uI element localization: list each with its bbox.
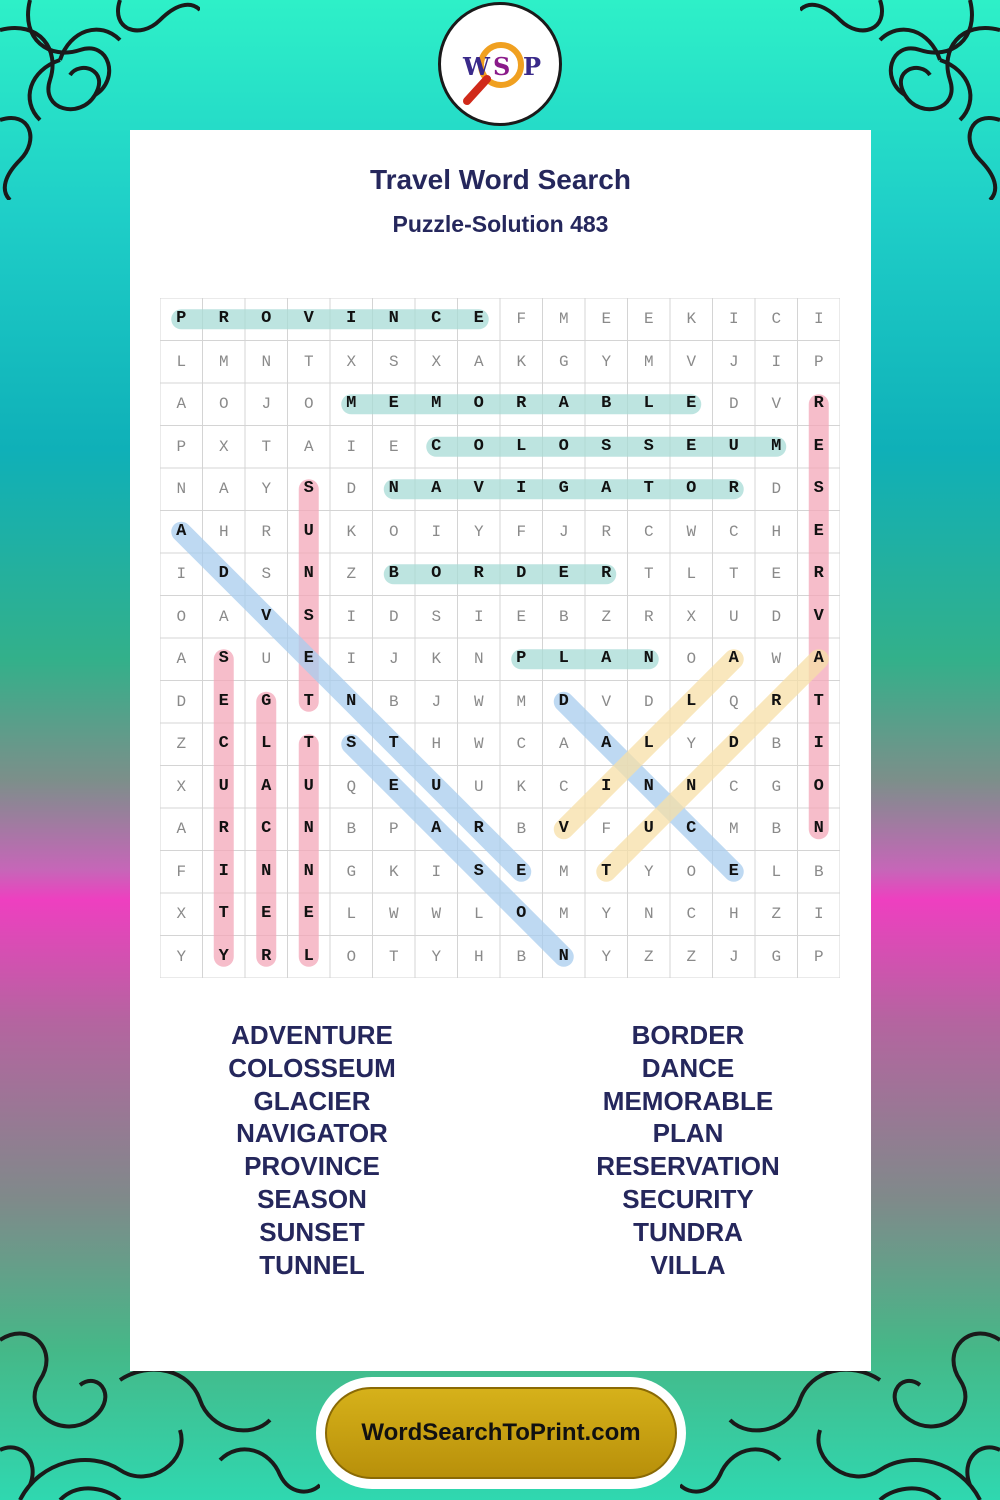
- word-list-item: TUNDRA: [633, 1216, 743, 1247]
- grid-cell[interactable]: H: [218, 522, 229, 541]
- grid-cell[interactable]: V: [686, 352, 697, 371]
- grid-cell[interactable]: I: [346, 437, 357, 456]
- word-list-item: SECURITY: [622, 1183, 754, 1214]
- grid-cell[interactable]: I: [346, 309, 357, 328]
- grid-cell[interactable]: I: [176, 565, 187, 583]
- grid-cell[interactable]: L: [303, 946, 314, 966]
- grid-cell[interactable]: G: [771, 947, 782, 966]
- word-list-item: TUNNEL: [259, 1249, 365, 1280]
- grid-cell[interactable]: H: [771, 522, 782, 541]
- grid-cell[interactable]: R: [516, 394, 527, 413]
- word-list-item: SEASON: [257, 1183, 367, 1214]
- grid-cell[interactable]: W: [473, 692, 484, 711]
- grid-cell[interactable]: W: [686, 522, 697, 541]
- grid-cell[interactable]: L: [473, 905, 484, 923]
- word-list-item: NAVIGATOR: [236, 1118, 388, 1149]
- grid-cell[interactable]: N: [813, 819, 824, 838]
- grid-cell[interactable]: Y: [473, 522, 484, 541]
- grid-cell[interactable]: F: [601, 820, 612, 838]
- grid-cell[interactable]: M: [218, 352, 229, 371]
- grid-cell[interactable]: A: [728, 649, 739, 668]
- grid-cell[interactable]: N: [643, 776, 654, 796]
- grid-cell[interactable]: N: [643, 649, 654, 668]
- grid-cell[interactable]: D: [728, 734, 739, 753]
- grid-cell[interactable]: D: [643, 692, 654, 711]
- grid-cell[interactable]: E: [728, 861, 739, 881]
- grid-cell[interactable]: W: [431, 905, 442, 923]
- grid-cell[interactable]: W: [771, 650, 782, 668]
- grid-cell[interactable]: B: [813, 862, 824, 881]
- grid-cell[interactable]: M: [771, 436, 782, 456]
- grid-cell[interactable]: B: [516, 947, 527, 966]
- grid-cell[interactable]: L: [516, 436, 527, 456]
- grid-cell[interactable]: D: [728, 395, 739, 413]
- grid-cell[interactable]: M: [643, 352, 654, 371]
- grid-cell[interactable]: V: [261, 606, 272, 626]
- grid-cell[interactable]: P: [813, 352, 824, 371]
- grid-cell[interactable]: O: [346, 947, 357, 966]
- word-list-item: MEMORABLE: [602, 1085, 774, 1116]
- grid-cell[interactable]: C: [261, 819, 272, 838]
- grid-cell[interactable]: Y: [176, 947, 187, 966]
- grid-cell[interactable]: A: [218, 480, 229, 498]
- grid-cell[interactable]: N: [261, 861, 272, 881]
- grid-cell[interactable]: Q: [728, 692, 739, 711]
- grid-cell[interactable]: P: [176, 309, 187, 328]
- grid-cell[interactable]: I: [473, 607, 484, 626]
- page-title: Travel Word Search: [370, 164, 631, 195]
- grid-cell[interactable]: B: [558, 607, 569, 626]
- grid-cell[interactable]: S: [813, 479, 824, 498]
- grid-cell[interactable]: O: [473, 394, 484, 413]
- page-subtitle: Puzzle-Solution 483: [392, 211, 609, 237]
- grid-cell[interactable]: E: [813, 436, 824, 456]
- grid-cell[interactable]: A: [601, 479, 612, 498]
- site-link-button[interactable]: [316, 1377, 686, 1489]
- grid-cell[interactable]: E: [771, 565, 782, 583]
- grid-cell[interactable]: O: [686, 862, 697, 881]
- grid-cell[interactable]: V: [771, 395, 782, 413]
- grid-cell[interactable]: Z: [771, 905, 782, 923]
- grid-cell[interactable]: O: [431, 564, 442, 583]
- grid-cell[interactable]: B: [601, 394, 612, 413]
- grid-cell[interactable]: C: [686, 905, 697, 923]
- grid-cell[interactable]: X: [218, 437, 229, 456]
- grid-cell[interactable]: C: [771, 310, 782, 328]
- grid-cell[interactable]: A: [558, 394, 569, 413]
- grid-cell[interactable]: Z: [346, 565, 357, 583]
- grid-cell[interactable]: C: [728, 522, 739, 541]
- grid-cell[interactable]: V: [303, 309, 314, 328]
- grid-cell[interactable]: R: [218, 309, 229, 328]
- grid-cell[interactable]: G: [346, 862, 357, 881]
- grid-cell[interactable]: O: [303, 395, 314, 413]
- grid-cell[interactable]: A: [303, 437, 314, 456]
- grid-cell[interactable]: S: [303, 606, 314, 626]
- grid-cell[interactable]: C: [643, 522, 654, 541]
- word-list-item: PROVINCE: [244, 1151, 380, 1182]
- grid-cell[interactable]: E: [303, 649, 314, 668]
- grid-cell[interactable]: I: [516, 479, 527, 498]
- grid-cell[interactable]: G: [558, 352, 569, 371]
- grid-cell[interactable]: R: [813, 394, 824, 413]
- grid-cell[interactable]: J: [558, 522, 569, 541]
- grid-cell[interactable]: Z: [601, 607, 612, 626]
- grid-cell[interactable]: Q: [346, 777, 357, 796]
- grid-cell[interactable]: N: [558, 946, 569, 966]
- word-list-left: [132, 1019, 492, 1281]
- grid-cell[interactable]: D: [516, 564, 527, 583]
- grid-cell[interactable]: Y: [643, 862, 654, 881]
- grid-cell[interactable]: A: [176, 395, 187, 413]
- grid-cell[interactable]: N: [388, 479, 399, 498]
- grid-cell[interactable]: F: [516, 522, 527, 541]
- grid-cell[interactable]: O: [218, 395, 229, 413]
- grid-cell[interactable]: Y: [261, 480, 272, 498]
- logo-letter-w: W: [463, 52, 490, 81]
- grid-cell[interactable]: T: [813, 691, 824, 711]
- grid-cell[interactable]: S: [346, 734, 357, 753]
- grid-cell[interactable]: M: [558, 905, 569, 923]
- grid-cell[interactable]: O: [388, 522, 399, 541]
- grid-cell[interactable]: X: [686, 607, 697, 626]
- grid-cell[interactable]: Y: [601, 905, 612, 923]
- grid-cell[interactable]: H: [431, 735, 442, 753]
- grid-cell[interactable]: E: [601, 310, 612, 328]
- grid-cell[interactable]: B: [388, 692, 399, 711]
- grid-cell[interactable]: C: [686, 819, 697, 838]
- grid-cell[interactable]: A: [813, 649, 824, 668]
- grid-cell[interactable]: U: [261, 650, 272, 668]
- grid-cell[interactable]: Z: [176, 735, 187, 753]
- grid-cell[interactable]: A: [176, 820, 187, 838]
- grid-cell[interactable]: P: [813, 947, 824, 966]
- grid-cell[interactable]: D: [388, 607, 399, 626]
- grid-cell[interactable]: F: [176, 862, 187, 881]
- word-list-right: [508, 1019, 868, 1281]
- grid-cell[interactable]: M: [558, 862, 569, 881]
- grid-cell[interactable]: B: [516, 820, 527, 838]
- word-list-item: VILLA: [650, 1249, 726, 1280]
- grid-cell[interactable]: E: [558, 564, 569, 583]
- grid-cell[interactable]: L: [686, 565, 697, 583]
- grid-cell[interactable]: I: [218, 861, 229, 881]
- grid-cells: [160, 298, 840, 978]
- grid-cell[interactable]: J: [728, 352, 739, 371]
- word-list-item: GLACIER: [253, 1085, 371, 1116]
- grid-cell[interactable]: N: [473, 650, 484, 668]
- grid-cell[interactable]: U: [303, 521, 314, 541]
- grid-cell[interactable]: Z: [643, 947, 654, 966]
- grid-cell[interactable]: T: [261, 437, 272, 456]
- grid-cell[interactable]: N: [346, 691, 357, 711]
- grid-cell[interactable]: S: [218, 649, 229, 668]
- grid-cell[interactable]: G: [771, 777, 782, 796]
- grid-cell[interactable]: J: [728, 947, 739, 966]
- grid-cell[interactable]: A: [473, 352, 484, 371]
- grid-cell[interactable]: A: [601, 734, 612, 753]
- grid-cell[interactable]: L: [176, 352, 187, 371]
- grid-cell[interactable]: O: [473, 436, 484, 456]
- grid-cell[interactable]: T: [728, 565, 739, 583]
- grid-cell[interactable]: A: [176, 521, 187, 541]
- grid-cell[interactable]: N: [303, 564, 314, 583]
- grid-cell[interactable]: I: [728, 310, 739, 328]
- grid-cell[interactable]: M: [516, 692, 527, 711]
- grid-cell[interactable]: D: [558, 691, 569, 711]
- grid-cell[interactable]: L: [558, 649, 569, 668]
- grid-cell[interactable]: L: [346, 905, 357, 923]
- grid-cell[interactable]: C: [558, 777, 569, 796]
- grid-cell[interactable]: M: [728, 820, 739, 838]
- grid-cell[interactable]: T: [218, 904, 229, 923]
- grid-cell[interactable]: W: [473, 735, 484, 753]
- grid-cell[interactable]: T: [643, 479, 654, 498]
- grid-cell[interactable]: U: [728, 436, 739, 456]
- grid-cell[interactable]: D: [771, 607, 782, 626]
- grid-cell[interactable]: U: [431, 776, 442, 796]
- grid-cell[interactable]: R: [473, 564, 484, 583]
- grid-cell[interactable]: S: [303, 479, 314, 498]
- grid-cell[interactable]: E: [218, 691, 229, 711]
- grid-cell[interactable]: T: [303, 734, 314, 753]
- grid-cell[interactable]: W: [388, 905, 399, 923]
- word-list-item: ADVENTURE: [231, 1020, 393, 1050]
- grid-cell[interactable]: V: [601, 692, 612, 711]
- grid-cell[interactable]: U: [728, 607, 739, 626]
- grid-cell[interactable]: E: [643, 310, 654, 328]
- grid-cell[interactable]: U: [303, 776, 314, 796]
- grid-cell[interactable]: X: [176, 905, 187, 923]
- grid-cell[interactable]: E: [686, 436, 697, 456]
- grid-cell[interactable]: L: [686, 691, 697, 711]
- grid-cell[interactable]: B: [771, 735, 782, 753]
- grid-cell[interactable]: V: [558, 819, 569, 838]
- grid-cell[interactable]: C: [218, 734, 229, 753]
- grid-cell[interactable]: S: [473, 861, 484, 881]
- logo-letter-p: P: [523, 52, 542, 81]
- grid-cell[interactable]: E: [388, 437, 399, 456]
- grid-cell[interactable]: P: [516, 649, 527, 668]
- grid-cell[interactable]: D: [218, 564, 229, 583]
- grid-cell[interactable]: C: [516, 735, 527, 753]
- grid-cell[interactable]: M: [431, 394, 442, 413]
- grid-cell[interactable]: O: [516, 904, 527, 923]
- grid-cell[interactable]: S: [601, 436, 612, 456]
- word-list-item: BORDER: [631, 1020, 745, 1050]
- word-list-item: COLOSSEUM: [228, 1052, 396, 1083]
- word-list-item: DANCE: [641, 1052, 735, 1083]
- grid-cell[interactable]: C: [431, 436, 442, 456]
- grid-cell[interactable]: L: [643, 734, 654, 753]
- grid-cell[interactable]: K: [516, 352, 527, 371]
- grid-cell[interactable]: C: [728, 777, 739, 796]
- grid-cell[interactable]: E: [516, 607, 527, 626]
- grid-cell[interactable]: K: [346, 522, 357, 541]
- grid-cell[interactable]: T: [303, 691, 314, 711]
- grid-cell[interactable]: N: [303, 861, 314, 881]
- grid-cell[interactable]: Y: [218, 946, 229, 966]
- grid-cell[interactable]: K: [388, 862, 399, 881]
- grid-cell[interactable]: C: [431, 309, 442, 328]
- grid-cell[interactable]: E: [388, 776, 399, 796]
- grid-cell[interactable]: M: [346, 394, 357, 413]
- magnifier-icon: [441, 5, 559, 123]
- grid-cell[interactable]: Z: [686, 947, 697, 966]
- grid-cell[interactable]: A: [431, 819, 442, 838]
- grid-cell[interactable]: E: [686, 394, 697, 413]
- grid-cell[interactable]: D: [346, 480, 357, 498]
- grid-cell[interactable]: N: [686, 776, 697, 796]
- grid-cell[interactable]: Y: [431, 947, 442, 966]
- grid-cell[interactable]: R: [601, 522, 612, 541]
- grid-cell[interactable]: F: [516, 310, 527, 328]
- site-link-label[interactable]: WordSearchToPrint.com: [325, 1387, 677, 1479]
- grid-cell[interactable]: A: [218, 607, 229, 626]
- grid-cell[interactable]: S: [643, 436, 654, 456]
- grid-cell[interactable]: I: [431, 522, 442, 541]
- grid-cell[interactable]: R: [473, 819, 484, 838]
- word-list-item: PLAN: [652, 1118, 724, 1149]
- grid-cell[interactable]: L: [261, 734, 272, 753]
- grid-cell[interactable]: G: [261, 691, 272, 711]
- grid-cell[interactable]: V: [473, 479, 484, 498]
- grid-cell[interactable]: R: [813, 564, 824, 583]
- word-list-item: RESERVATION: [596, 1151, 780, 1182]
- grid-cell[interactable]: I: [431, 862, 442, 881]
- grid-cell[interactable]: T: [388, 947, 399, 966]
- grid-cell[interactable]: O: [813, 776, 824, 796]
- grid-cell[interactable]: U: [473, 777, 484, 796]
- grid-cell[interactable]: E: [261, 904, 272, 923]
- grid-cell[interactable]: P: [176, 437, 187, 456]
- grid-cell[interactable]: J: [388, 650, 399, 668]
- grid-cell[interactable]: E: [303, 904, 314, 923]
- word-search-grid: [160, 298, 840, 978]
- grid-cell[interactable]: X: [431, 352, 442, 371]
- grid-cell[interactable]: O: [176, 607, 187, 626]
- grid-cell[interactable]: R: [728, 479, 739, 498]
- logo-letter-s: S: [493, 52, 511, 81]
- grid-cell[interactable]: R: [261, 522, 272, 541]
- grid-cell[interactable]: B: [388, 564, 399, 583]
- site-logo[interactable]: [438, 2, 562, 126]
- grid-cell[interactable]: H: [728, 905, 739, 923]
- grid-cell[interactable]: R: [261, 946, 272, 966]
- grid-cell[interactable]: D: [176, 692, 187, 711]
- grid-cell[interactable]: M: [558, 310, 569, 328]
- grid-cell[interactable]: X: [346, 352, 357, 371]
- grid-cell[interactable]: Y: [601, 947, 612, 966]
- grid-cell[interactable]: N: [643, 905, 654, 923]
- grid-cell[interactable]: O: [686, 650, 697, 668]
- grid-cell[interactable]: B: [771, 820, 782, 838]
- grid-cell[interactable]: T: [388, 734, 399, 753]
- grid-cell[interactable]: U: [643, 819, 654, 838]
- grid-cell[interactable]: A: [558, 735, 569, 753]
- grid-cell[interactable]: R: [218, 819, 229, 838]
- grid-cell[interactable]: E: [388, 394, 399, 413]
- grid-cell[interactable]: D: [771, 480, 782, 498]
- grid-cell[interactable]: K: [686, 310, 697, 328]
- grid-cell[interactable]: I: [813, 905, 824, 923]
- grid-cell[interactable]: Y: [686, 735, 697, 753]
- grid-cell[interactable]: A: [176, 650, 187, 668]
- grid-cell[interactable]: I: [346, 650, 357, 668]
- grid-cell[interactable]: B: [346, 820, 357, 838]
- grid-cell[interactable]: O: [261, 309, 272, 328]
- grid-cell[interactable]: J: [431, 692, 442, 711]
- grid-cell[interactable]: E: [516, 861, 527, 881]
- grid-cell[interactable]: U: [218, 776, 229, 796]
- grid-cell[interactable]: S: [431, 607, 442, 626]
- grid-cell[interactable]: I: [813, 310, 824, 328]
- grid-cell[interactable]: L: [771, 862, 782, 881]
- grid-cell[interactable]: T: [303, 352, 314, 371]
- grid-cell[interactable]: K: [516, 777, 527, 796]
- grid-cell[interactable]: G: [558, 479, 569, 498]
- grid-cell[interactable]: N: [388, 309, 399, 328]
- grid-cell[interactable]: Y: [601, 352, 612, 371]
- grid-cell[interactable]: T: [601, 861, 612, 881]
- grid-cell[interactable]: V: [813, 606, 824, 626]
- grid-cell[interactable]: I: [813, 734, 824, 753]
- grid-cell[interactable]: H: [473, 947, 484, 966]
- grid-cell[interactable]: I: [346, 607, 357, 626]
- grid-cell[interactable]: A: [601, 649, 612, 668]
- grid-cell[interactable]: P: [388, 820, 399, 838]
- word-list-item: SUNSET: [259, 1216, 365, 1247]
- grid-cell[interactable]: X: [176, 777, 187, 796]
- grid-cell[interactable]: I: [771, 352, 782, 371]
- grid-cell[interactable]: O: [558, 436, 569, 456]
- grid-cell[interactable]: E: [473, 309, 484, 328]
- grid-cell[interactable]: O: [686, 479, 697, 498]
- grid-cell[interactable]: E: [813, 521, 824, 541]
- grid-cell[interactable]: S: [261, 565, 272, 583]
- grid-cell[interactable]: N: [176, 480, 187, 498]
- grid-cell[interactable]: R: [601, 564, 612, 583]
- grid-cell[interactable]: N: [261, 352, 272, 371]
- grid-cell[interactable]: R: [771, 691, 782, 711]
- grid-cell[interactable]: I: [601, 776, 612, 796]
- grid-cell[interactable]: S: [388, 352, 399, 371]
- grid-cell[interactable]: T: [643, 565, 654, 583]
- grid-cell[interactable]: A: [431, 479, 442, 498]
- grid-cell[interactable]: J: [261, 395, 272, 413]
- grid-cell[interactable]: A: [261, 776, 272, 796]
- grid-cell[interactable]: R: [643, 607, 654, 626]
- grid-cell[interactable]: K: [431, 650, 442, 668]
- grid-cell[interactable]: L: [643, 394, 654, 413]
- grid-cell[interactable]: N: [303, 819, 314, 838]
